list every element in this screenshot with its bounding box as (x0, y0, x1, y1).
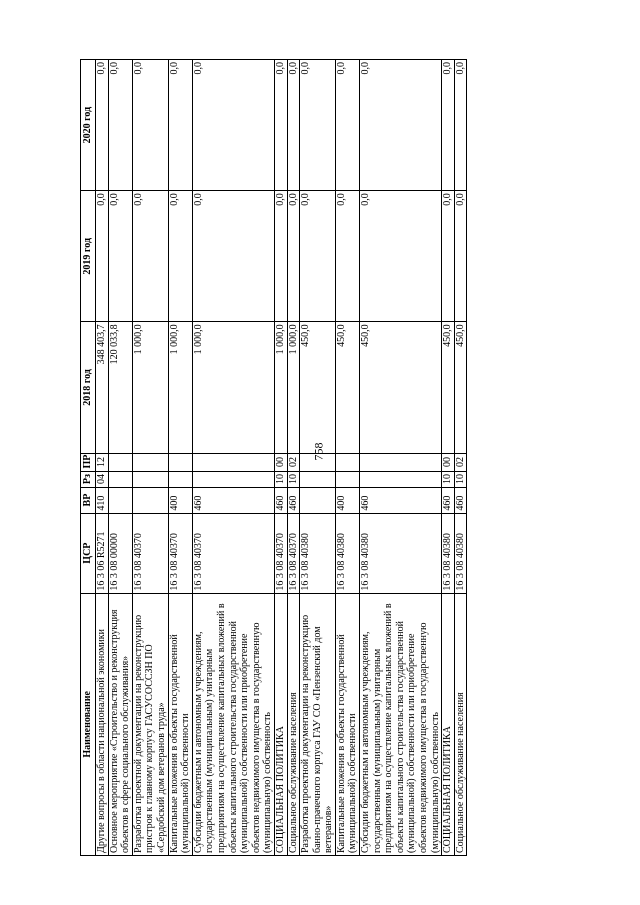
cell-csr: 16 3 08 40380 (300, 513, 336, 593)
cell-vr: 460 (360, 487, 442, 513)
cell-rz (108, 471, 132, 487)
table-row (274, 60, 287, 856)
cell-pr (168, 453, 192, 471)
cell-csr: 16 3 06 R5271 (96, 513, 109, 593)
header-pr: ПР (81, 453, 96, 471)
table-row (360, 60, 442, 856)
cell-pr (300, 453, 336, 471)
table-row (168, 60, 192, 856)
cell-pr: 12 (96, 453, 109, 471)
cell-2018: 450,0 (300, 322, 336, 453)
page-number: 758 (311, 442, 326, 461)
cell-csr: 16 3 08 40380 (454, 513, 467, 593)
cell-2020: 0,0 (300, 60, 336, 191)
cell-2019: 0,0 (132, 191, 168, 322)
cell-2018: 1 000,0 (287, 322, 300, 453)
cell-2018: 1 000,0 (168, 322, 192, 453)
cell-name: Социальное обслуживание населения (287, 593, 300, 855)
cell-2018: 450,0 (360, 322, 442, 453)
cell-vr: 460 (274, 487, 287, 513)
budget-table (80, 59, 467, 856)
cell-2018: 450,0 (442, 322, 455, 453)
header-name: Наименование (81, 593, 96, 855)
cell-2020: 0,0 (274, 60, 287, 191)
cell-2019: 0,0 (454, 191, 467, 322)
cell-2018: 120 033,8 (108, 322, 132, 453)
header-2020: 2020 год (81, 60, 96, 191)
table-row (442, 60, 455, 856)
cell-rz: 10 (274, 471, 287, 487)
cell-2018: 348 403,7 (96, 322, 109, 453)
cell-2019: 0,0 (168, 191, 192, 322)
cell-vr: 400 (335, 487, 359, 513)
cell-name: СОЦИАЛЬНАЯ ПОЛИТИКА (274, 593, 287, 855)
cell-name: Субсидии бюджетным и автономным учреждениям, государственным (муниципальным) унитарным предприятиям на осуществление капитальных вложений в объекты капитального строительства государственной (муниципальной) собственности или приобретение объектов недвижимого имущества в государственную (муниципальную) собственность (192, 593, 274, 855)
header-csr: ЦСР (81, 513, 96, 593)
cell-csr: 16 3 08 40380 (335, 513, 359, 593)
cell-pr (335, 453, 359, 471)
cell-2020: 0,0 (108, 60, 132, 191)
cell-vr: 460 (287, 487, 300, 513)
cell-2019: 0,0 (108, 191, 132, 322)
cell-pr (108, 453, 132, 471)
cell-csr: 16 3 08 40370 (274, 513, 287, 593)
cell-name: Разработка проектной документации на реконструкцию пристроя к главному корпусу ГАСУСОССЗН ПО «Сердобский дом ветеранов труда» (132, 593, 168, 855)
cell-2019: 0,0 (360, 191, 442, 322)
cell-name: СОЦИАЛЬНАЯ ПОЛИТИКА (442, 593, 455, 855)
table-row (192, 60, 274, 856)
cell-2020: 0,0 (96, 60, 109, 191)
cell-pr: 02 (454, 453, 467, 471)
table-header-row (81, 60, 96, 856)
cell-csr: 16 3 08 40380 (442, 513, 455, 593)
cell-2020: 0,0 (335, 60, 359, 191)
cell-2020: 0,0 (442, 60, 455, 191)
cell-rz (132, 471, 168, 487)
cell-name: Основное мероприятие «Строительство и реконструкция объектов в сфере социального обслуживания» (108, 593, 132, 855)
cell-2019: 0,0 (274, 191, 287, 322)
table-row (300, 60, 336, 856)
cell-csr: 16 3 08 00000 (108, 513, 132, 593)
cell-2019: 0,0 (96, 191, 109, 322)
table-row (96, 60, 109, 856)
cell-2019: 0,0 (442, 191, 455, 322)
cell-vr (108, 487, 132, 513)
cell-2019: 0,0 (192, 191, 274, 322)
cell-vr (132, 487, 168, 513)
cell-rz (360, 471, 442, 487)
cell-2020: 0,0 (132, 60, 168, 191)
cell-vr (300, 487, 336, 513)
cell-vr: 460 (454, 487, 467, 513)
table-body (96, 60, 467, 856)
cell-2018: 450,0 (335, 322, 359, 453)
header-2018: 2018 год (81, 322, 96, 453)
cell-2019: 0,0 (335, 191, 359, 322)
rotated-page-area (80, 59, 555, 856)
cell-2020: 0,0 (360, 60, 442, 191)
header-vr: ВР (81, 487, 96, 513)
cell-2020: 0,0 (192, 60, 274, 191)
cell-pr (132, 453, 168, 471)
cell-rz: 04 (96, 471, 109, 487)
cell-2018: 450,0 (454, 322, 467, 453)
cell-vr: 460 (442, 487, 455, 513)
cell-2020: 0,0 (168, 60, 192, 191)
cell-2019: 0,0 (300, 191, 336, 322)
cell-pr: 00 (442, 453, 455, 471)
table-row (287, 60, 300, 856)
cell-name: Другие вопросы в области национальной экономики (96, 593, 109, 855)
budget-table-wrapper (80, 59, 555, 856)
table-row (132, 60, 168, 856)
cell-2020: 0,0 (454, 60, 467, 191)
cell-vr: 410 (96, 487, 109, 513)
cell-rz: 10 (287, 471, 300, 487)
cell-rz: 10 (454, 471, 467, 487)
cell-name: Капитальные вложения в объекты государственной (муниципальной) собственности (335, 593, 359, 855)
header-rz: Рз (81, 471, 96, 487)
cell-csr: 16 3 08 40380 (360, 513, 442, 593)
cell-name: Капитальные вложения в объекты государственной (муниципальной) собственности (168, 593, 192, 855)
cell-name: Разработка проектной документации на реконструкцию банно-прачечного корпуса ГАУ СО «Пензенский дом ветеранов» (300, 593, 336, 855)
table-row (108, 60, 132, 856)
cell-name: Социальное обслуживание населения (454, 593, 467, 855)
table-row (335, 60, 359, 856)
cell-2020: 0,0 (287, 60, 300, 191)
header-2019: 2019 год (81, 191, 96, 322)
cell-2018: 1 000,0 (274, 322, 287, 453)
cell-pr (360, 453, 442, 471)
cell-rz (192, 471, 274, 487)
cell-rz (168, 471, 192, 487)
cell-vr: 460 (192, 487, 274, 513)
cell-2019: 0,0 (287, 191, 300, 322)
cell-rz (335, 471, 359, 487)
cell-pr: 02 (287, 453, 300, 471)
cell-2018: 1 000,0 (132, 322, 168, 453)
cell-csr: 16 3 08 40370 (132, 513, 168, 593)
cell-pr: 00 (274, 453, 287, 471)
cell-name: Субсидии бюджетным и автономным учреждениям, государственным (муниципальным) унитарным предприятиям на осуществление капитальных вложений в объекты капитального строительства государственной (муниципальной) собственности или приобретение объектов недвижимого имущества в государственную (муниципальную) собственность (360, 593, 442, 855)
table-row (454, 60, 467, 856)
cell-vr: 400 (168, 487, 192, 513)
cell-2018: 1 000,0 (192, 322, 274, 453)
cell-csr: 16 3 08 40370 (192, 513, 274, 593)
cell-rz (300, 471, 336, 487)
cell-pr (192, 453, 274, 471)
cell-csr: 16 3 08 40370 (287, 513, 300, 593)
cell-csr: 16 3 08 40370 (168, 513, 192, 593)
cell-rz: 10 (442, 471, 455, 487)
